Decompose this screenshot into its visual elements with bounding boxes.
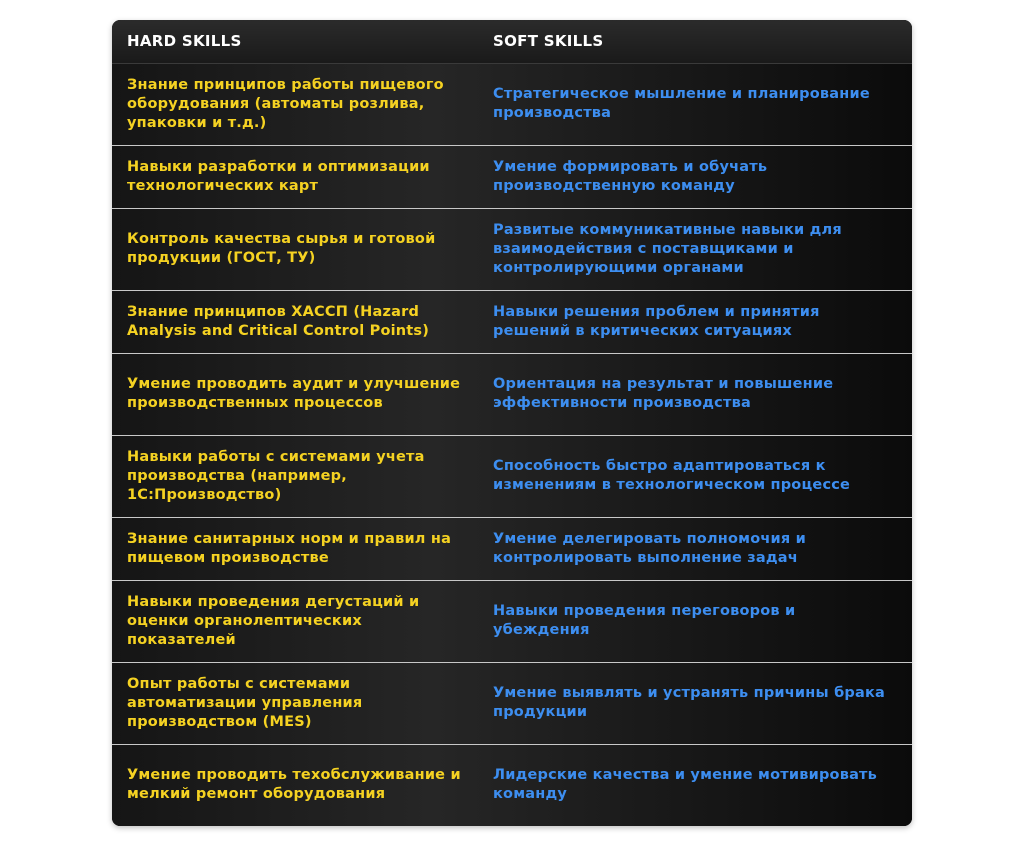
hard-skill-cell: Навыки работы с системами учета производства (например, 1С:Производство) (112, 435, 477, 517)
table-row (112, 63, 912, 145)
table-row (112, 208, 912, 290)
skills-table (112, 20, 912, 826)
soft-skill-cell: Умение делегировать полномочия и контролировать выполнение задач (477, 517, 912, 580)
hard-skill-cell: Знание принципов работы пищевого оборудования (автоматы розлива, упаковки и т.д.) (127, 76, 444, 131)
soft-skill-cell: Навыки решения проблем и принятия решений в критических ситуациях (477, 290, 912, 353)
skills-table-card (112, 20, 912, 826)
table-row (112, 517, 912, 580)
hard-skill-cell: Умение проводить аудит и улучшение производственных процессов (112, 353, 477, 435)
soft-skill-cell: Стратегическое мышление и планирование производства (493, 86, 870, 121)
table-row (112, 580, 912, 662)
hard-skill-cell: Навыки разработки и оптимизации технологических карт (112, 145, 477, 208)
soft-skill-cell: Умение формировать и обучать производственную команду (477, 145, 912, 208)
table-row (112, 435, 912, 517)
hard-skill-cell: Навыки проведения дегустаций и оценки органолептических показателей (112, 580, 477, 662)
table-row (112, 145, 912, 208)
soft-skill-cell: Навыки проведения переговоров и убеждения (477, 580, 912, 662)
soft-skill-cell: Умение выявлять и устранять причины брака продукции (477, 662, 912, 744)
hard-skill-cell: Умение проводить техобслуживание и мелкий ремонт оборудования (112, 744, 477, 826)
table-row (112, 290, 912, 353)
hard-skill-cell: Опыт работы с системами автоматизации управления производством (MES) (112, 662, 477, 744)
soft-skill-cell: Способность быстро адаптироваться к изменениям в технологическом процессе (477, 435, 912, 517)
table-row (112, 744, 912, 826)
table-row (112, 353, 912, 435)
soft-skill-cell: Развитые коммуникативные навыки для взаимодействия с поставщиками и контролирующими органами (477, 208, 912, 290)
soft-skills-header: SOFT SKILLS (477, 20, 912, 63)
table-row (112, 662, 912, 744)
hard-skill-cell: Знание санитарных норм и правил на пищевом производстве (112, 517, 477, 580)
hard-skill-cell: Знание принципов ХАССП (Hazard Analysis and Critical Control Points) (112, 290, 477, 353)
hard-skill-cell: Контроль качества сырья и готовой продукции (ГОСТ, ТУ) (112, 208, 477, 290)
soft-skill-cell: Ориентация на результат и повышение эффективности производства (477, 353, 912, 435)
soft-skill-cell: Лидерские качества и умение мотивировать команду (477, 744, 912, 826)
table-header-row (112, 20, 912, 63)
hard-skills-header: HARD SKILLS (112, 20, 477, 63)
